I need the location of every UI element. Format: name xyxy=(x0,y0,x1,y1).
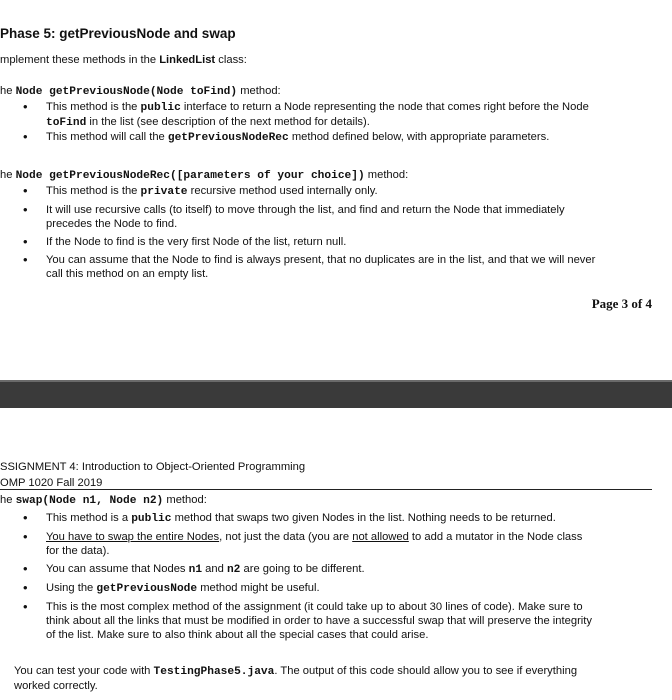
method2-suffix: method: xyxy=(364,169,409,181)
method2-heading xyxy=(0,168,408,183)
bullet-icon: • xyxy=(23,99,28,114)
bullet-icon: • xyxy=(23,529,28,544)
method3-prefix: he xyxy=(0,494,16,506)
bullet-text: You can assume that the Node to find is always present, that no duplicates are in the list, and that we will never xyxy=(46,254,596,266)
bullet-icon: • xyxy=(23,129,28,144)
bullet-text: You can assume that Nodes xyxy=(46,563,189,575)
list-item xyxy=(0,100,658,115)
bullet-icon: • xyxy=(23,561,28,576)
bullet-text: precedes the Node to find. xyxy=(46,218,178,230)
footer-line2 xyxy=(14,679,577,693)
bullet-text: This method will call the xyxy=(46,131,168,143)
bullet-text: and xyxy=(202,563,227,575)
list-item-continuation xyxy=(0,217,658,231)
list-item xyxy=(0,203,658,217)
method3-signature: swap(Node n1, Node n2) xyxy=(15,495,164,507)
bullet-text: Using the xyxy=(46,582,97,594)
list-item xyxy=(0,530,658,544)
method1-heading xyxy=(0,84,281,99)
bullet-text: , not just the data (you are xyxy=(219,531,353,543)
bullet-icon: • xyxy=(23,580,28,595)
bullet-text: recursive method used internally only. xyxy=(187,185,378,197)
bullet-text: are going to be different. xyxy=(240,563,365,575)
method1-signature: Node getPreviousNode(Node toFind) xyxy=(15,86,238,98)
method3-suffix: method: xyxy=(163,494,207,506)
method1-bullets xyxy=(0,100,658,145)
method3-heading xyxy=(0,493,207,508)
bullet-text: to add a mutator in the Node class xyxy=(408,531,583,543)
doc-header-title: SSIGNMENT 4: Introduction to Object-Oriented Programming xyxy=(0,461,306,473)
bullet-text: interface to return a Node representing the node that comes right before the Node xyxy=(180,101,589,113)
list-item-continuation xyxy=(0,115,658,130)
method3-bullets xyxy=(0,511,658,642)
method1-suffix: method: xyxy=(237,85,281,97)
list-item-continuation xyxy=(0,628,658,642)
bullet-icon: • xyxy=(23,234,28,249)
bullet-text: If the Node to find is the very first Node of the list, return null. xyxy=(46,236,347,248)
code-keyword: public xyxy=(131,513,172,525)
phase-heading-text: Phase 5: getPreviousNode and swap xyxy=(0,26,236,41)
bullet-text: think about all the links that must be modified in order to have a successful swap that will preserve the integrity xyxy=(46,615,592,627)
intro-text-end: class: xyxy=(215,54,247,66)
footer-paragraph xyxy=(14,664,577,693)
page-number xyxy=(592,297,652,311)
code-keyword: getPreviousNode xyxy=(96,583,198,595)
header-rule xyxy=(0,489,652,490)
underlined-text: not allowed xyxy=(352,531,409,543)
doc-header-line2 xyxy=(0,476,102,490)
bullet-text: This is the most complex method of the assignment (it could take up to about 30 lines of code). Make sure to xyxy=(46,601,583,613)
footer-text: worked correctly. xyxy=(14,680,98,692)
underlined-text: You have to swap the entire Nodes xyxy=(46,531,220,543)
bullet-icon: • xyxy=(23,599,28,614)
code-keyword: n2 xyxy=(226,564,241,576)
list-item xyxy=(0,600,658,614)
bullet-icon: • xyxy=(23,252,28,267)
list-item xyxy=(0,130,658,145)
code-keyword: toFind xyxy=(46,117,87,129)
page-break-bar xyxy=(0,382,672,408)
bullet-text: This method is a xyxy=(46,512,132,524)
list-item-continuation xyxy=(0,267,658,281)
test-file-name: TestingPhase5.java xyxy=(153,666,275,678)
bullet-icon: • xyxy=(23,510,28,525)
bullet-text: This method is the xyxy=(46,185,141,197)
method2-signature: Node getPreviousNodeRec([parameters of your choice]) xyxy=(15,170,365,182)
method2-bullets xyxy=(0,184,658,281)
code-keyword: getPreviousNodeRec xyxy=(167,132,289,144)
bullet-text: method defined below, with appropriate parameters. xyxy=(288,131,550,143)
bullet-text: in the list (see description of the next method for details). xyxy=(86,116,370,128)
doc-header-line1 xyxy=(0,460,305,474)
doc-header-course: OMP 1020 Fall 2019 xyxy=(0,477,103,489)
list-item xyxy=(0,511,658,526)
phase-heading xyxy=(0,27,236,41)
method1-prefix: he xyxy=(0,85,16,97)
class-name: LinkedList xyxy=(159,54,216,66)
intro-line xyxy=(0,53,247,67)
list-item-continuation xyxy=(0,614,658,628)
code-keyword: private xyxy=(140,186,188,198)
intro-text: mplement these methods in the xyxy=(0,54,160,66)
bullet-text: call this method on an empty list. xyxy=(46,268,209,280)
bullet-text: This method is the xyxy=(46,101,141,113)
method2-prefix: he xyxy=(0,169,16,181)
list-item xyxy=(0,235,658,249)
list-item-continuation xyxy=(0,544,658,558)
footer-line1 xyxy=(14,664,577,679)
code-keyword: public xyxy=(140,102,181,114)
footer-text: You can test your code with xyxy=(14,665,154,677)
list-item xyxy=(0,562,658,577)
bullet-icon: • xyxy=(23,202,28,217)
bullet-text: method that swaps two given Nodes in the list. Nothing needs to be returned. xyxy=(171,512,556,524)
page-number-text: Page 3 of 4 xyxy=(591,296,652,311)
bullet-icon: • xyxy=(23,183,28,198)
list-item xyxy=(0,253,658,267)
footer-text: . The output of this code should allow you to see if everything xyxy=(274,665,578,677)
bullet-text: of the list. Make sure to also think about all the special cases that could arise. xyxy=(46,629,429,641)
bullet-text: It will use recursive calls (to itself) to move through the list, and find and return the Node that immediately xyxy=(46,204,565,216)
list-item xyxy=(0,184,658,199)
bullet-text: method might be useful. xyxy=(197,582,320,594)
code-keyword: n1 xyxy=(188,564,203,576)
bullet-text: for the data). xyxy=(46,545,110,557)
list-item xyxy=(0,581,658,596)
